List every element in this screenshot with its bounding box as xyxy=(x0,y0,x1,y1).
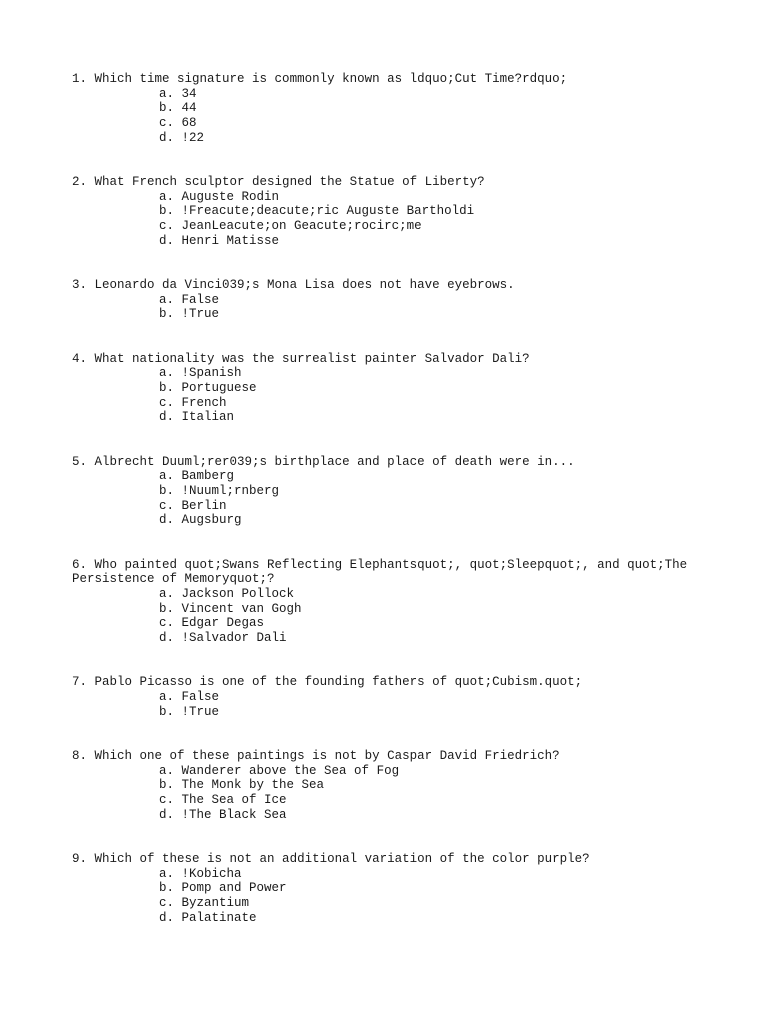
question-block xyxy=(72,455,692,529)
option-letter: b. xyxy=(159,484,175,499)
answer-option xyxy=(72,307,692,322)
answer-option xyxy=(72,131,692,146)
answer-option xyxy=(72,602,692,617)
answer-option xyxy=(72,204,692,219)
option-text: !The Black Sea xyxy=(181,807,287,822)
option-letter: c. xyxy=(159,395,175,410)
question-block xyxy=(72,675,692,719)
option-letter: c. xyxy=(159,616,175,631)
question-prompt: Which one of these paintings is not by Caspar David Friedrich? xyxy=(94,749,560,763)
option-letter: d. xyxy=(159,631,175,646)
option-letter: a. xyxy=(159,366,175,381)
option-text: Byzantium xyxy=(181,896,250,911)
answer-option xyxy=(72,469,692,484)
question-number: 3. xyxy=(72,278,88,293)
question-text xyxy=(72,352,692,367)
option-letter: c. xyxy=(159,896,175,911)
question-number: 2. xyxy=(72,175,88,190)
option-letter: a. xyxy=(159,763,175,778)
answer-option xyxy=(72,234,692,249)
answer-option xyxy=(72,764,692,779)
option-text: False xyxy=(181,690,220,705)
option-text: Augsburg xyxy=(181,513,242,528)
option-text: 44 xyxy=(181,101,197,116)
question-block xyxy=(72,852,692,926)
option-text: !True xyxy=(181,307,220,322)
question-text xyxy=(72,455,692,470)
option-letter: a. xyxy=(159,292,175,307)
option-text: Jackson Pollock xyxy=(181,587,295,602)
answer-option xyxy=(72,778,692,793)
option-text: !22 xyxy=(181,130,205,145)
option-letter: c. xyxy=(159,498,175,513)
quiz-document xyxy=(72,72,695,926)
option-text: !Spanish xyxy=(181,366,242,381)
option-letter: a. xyxy=(159,469,175,484)
question-prompt: Which of these is not an additional variation of the color purple? xyxy=(94,852,590,867)
answer-option xyxy=(72,616,692,631)
question-number: 1. xyxy=(72,72,88,86)
option-text: JeanLeacute;on Geacute;rocirc;me xyxy=(181,219,422,234)
answer-option xyxy=(72,705,692,720)
question-number: 5. xyxy=(72,454,88,469)
answer-option xyxy=(72,484,692,499)
question-number: 6. xyxy=(72,557,88,572)
option-text: !Kobicha xyxy=(181,866,242,881)
option-text: Bamberg xyxy=(181,469,235,484)
question-block xyxy=(72,557,695,646)
answer-option xyxy=(72,631,692,646)
option-letter: b. xyxy=(159,101,175,116)
question-text xyxy=(72,675,692,690)
question-prompt: Who painted quot;Swans Reflecting Elephantsquot;, quot;Sleepquot;, and quot;The Persistence of Memoryquot;? xyxy=(72,557,695,587)
answer-option xyxy=(72,513,692,528)
option-letter: a. xyxy=(159,189,175,204)
option-text: !Freacute;deacute;ric Auguste Bartholdi xyxy=(181,204,475,219)
answer-option xyxy=(72,219,692,234)
question-prompt: Albrecht Duuml;rer039;s birthplace and place of death were in... xyxy=(94,454,575,469)
question-number: 4. xyxy=(72,351,88,366)
option-text: Edgar Degas xyxy=(181,616,265,631)
option-letter: a. xyxy=(159,587,175,602)
option-letter: a. xyxy=(159,690,175,705)
option-letter: c. xyxy=(159,793,175,808)
option-letter: c. xyxy=(159,116,175,131)
answer-option xyxy=(72,808,692,823)
option-text: !Nuuml;rnberg xyxy=(181,484,280,499)
option-text: Italian xyxy=(181,410,235,425)
option-text: 68 xyxy=(181,116,197,131)
answer-option xyxy=(72,867,692,882)
question-number: 7. xyxy=(72,675,88,690)
option-text: Portuguese xyxy=(181,381,257,396)
option-text: 34 xyxy=(181,86,197,101)
answer-option xyxy=(72,293,692,308)
option-text: !Salvador Dali xyxy=(181,631,287,646)
answer-option xyxy=(72,793,692,808)
option-text: Wanderer above the Sea of Fog xyxy=(181,763,400,778)
option-text: The Monk by the Sea xyxy=(181,778,325,793)
option-letter: b. xyxy=(159,381,175,396)
option-text: Palatinate xyxy=(181,910,257,925)
question-block xyxy=(72,749,692,823)
question-block xyxy=(72,175,692,249)
question-block xyxy=(72,278,692,322)
question-prompt: Which time signature is commonly known as ldquo;Cut Time?rdquo; xyxy=(94,72,568,86)
option-letter: c. xyxy=(159,219,175,234)
option-text: The Sea of Ice xyxy=(181,793,287,808)
answer-option xyxy=(72,381,692,396)
answer-option xyxy=(72,587,692,602)
question-prompt: What French sculptor designed the Statue of Liberty? xyxy=(94,175,485,190)
answer-option xyxy=(72,499,692,514)
question-prompt: What nationality was the surrealist painter Salvador Dali? xyxy=(94,351,530,366)
answer-option xyxy=(72,116,692,131)
option-letter: a. xyxy=(159,866,175,881)
answer-option xyxy=(72,396,692,411)
answer-option xyxy=(72,190,692,205)
question-prompt: Pablo Picasso is one of the founding fathers of quot;Cubism.quot; xyxy=(94,675,583,690)
option-text: Vincent van Gogh xyxy=(181,601,302,616)
question-text xyxy=(72,852,692,867)
option-letter: b. xyxy=(159,307,175,322)
answer-option xyxy=(72,896,692,911)
question-number: 8. xyxy=(72,749,88,763)
question-block xyxy=(72,352,692,426)
answer-option xyxy=(72,87,692,102)
answer-option xyxy=(72,911,692,926)
question-text xyxy=(72,278,692,293)
option-letter: d. xyxy=(159,513,175,528)
option-text: French xyxy=(181,395,227,410)
option-text: False xyxy=(181,292,220,307)
option-letter: d. xyxy=(159,233,175,248)
question-text xyxy=(72,175,692,190)
option-letter: d. xyxy=(159,807,175,822)
option-letter: b. xyxy=(159,704,175,719)
option-letter: b. xyxy=(159,601,175,616)
option-text: Berlin xyxy=(181,498,227,513)
question-text xyxy=(72,557,695,587)
answer-option xyxy=(72,410,692,425)
answer-option xyxy=(72,881,692,896)
answer-option xyxy=(72,690,692,705)
question-block xyxy=(72,72,692,146)
answer-option xyxy=(72,101,692,116)
option-letter: d. xyxy=(159,910,175,925)
question-text xyxy=(72,72,692,87)
option-letter: a. xyxy=(159,86,175,101)
option-text: Auguste Rodin xyxy=(181,189,280,204)
option-text: Henri Matisse xyxy=(181,233,280,248)
option-letter: b. xyxy=(159,881,175,896)
option-letter: b. xyxy=(159,204,175,219)
option-text: !True xyxy=(181,704,220,719)
option-letter: d. xyxy=(159,410,175,425)
question-number: 9. xyxy=(72,852,88,867)
answer-option xyxy=(72,366,692,381)
question-prompt: Leonardo da Vinci039;s Mona Lisa does not have eyebrows. xyxy=(94,278,515,293)
option-letter: b. xyxy=(159,778,175,793)
option-text: Pomp and Power xyxy=(181,881,287,896)
question-text xyxy=(72,749,692,764)
option-letter: d. xyxy=(159,130,175,145)
